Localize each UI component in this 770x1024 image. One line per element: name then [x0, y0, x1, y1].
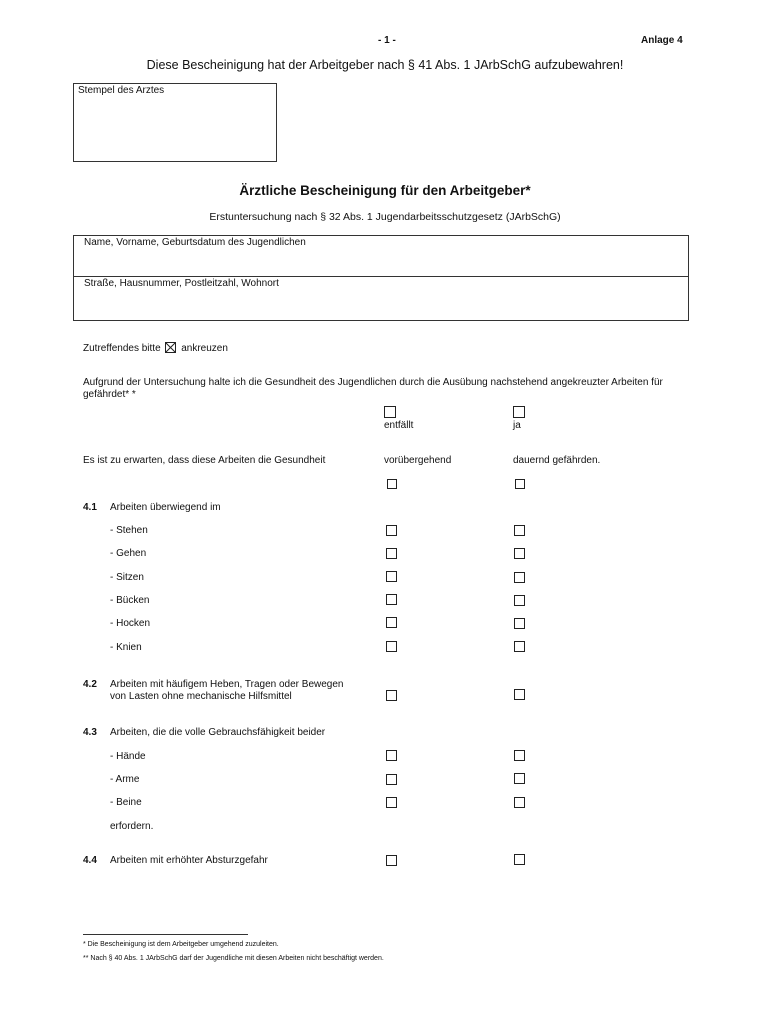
retention-notice: Diese Bescheinigung hat der Arbeitgeber nach § 41 Abs. 1 JArbSchG aufzubewahren!: [146, 58, 624, 72]
address-field-label: Straße, Hausnummer, Postleitzahl, Wohnort: [84, 278, 279, 289]
document-subtitle: Erstuntersuchung nach § 32 Abs. 1 Jugendarbeitsschutzgesetz (JArbSchG): [209, 211, 561, 223]
checkbox-sitzen-permanent[interactable]: [514, 572, 525, 583]
item-beine-label: - Beine: [110, 797, 142, 808]
column-temporary-label: vorübergehend: [384, 455, 452, 466]
checkbox-permanent-general[interactable]: [515, 479, 525, 489]
document-title: Ärztliche Bescheinigung für den Arbeitgeber*: [239, 183, 531, 198]
checkbox-beine-temporary[interactable]: [386, 797, 397, 808]
checkbox-temporary-general[interactable]: [387, 479, 397, 489]
name-field-label: Name, Vorname, Geburtsdatum des Jugendlichen: [84, 237, 306, 248]
doctor-stamp-box[interactable]: [73, 83, 277, 162]
item-arme-label: - Arme: [110, 774, 140, 785]
footnote-divider: [83, 934, 248, 935]
checkbox-ja[interactable]: [513, 406, 525, 418]
option-ja-label: ja: [513, 420, 521, 431]
checkbox-hocken-temporary[interactable]: [386, 617, 397, 628]
item-stehen-label: - Stehen: [110, 525, 148, 536]
assessment-intro-line1: Aufgrund der Untersuchung halte ich die Gesundheit des Jugendlichen durch die Ausübung nachstehend angekreuzter Arbeiten für: [83, 377, 663, 388]
checkbox-lasten-permanent[interactable]: [514, 689, 525, 700]
item-sitzen-label: - Sitzen: [110, 572, 144, 583]
item-hocken-label: - Hocken: [110, 618, 151, 629]
attachment-label: Anlage 4: [641, 35, 683, 46]
column-permanent-label: dauernd gefährden.: [513, 455, 601, 466]
checkbox-sitzen-temporary[interactable]: [386, 571, 397, 582]
doctor-stamp-label: Stempel des Arztes: [78, 85, 165, 96]
checkbox-haende-temporary[interactable]: [386, 750, 397, 761]
footnote-1: * Die Bescheinigung ist dem Arbeitgeber umgehend zuzuleiten.: [83, 941, 279, 948]
checkbox-buecken-permanent[interactable]: [514, 595, 525, 606]
checkbox-haende-permanent[interactable]: [514, 750, 525, 761]
checkbox-absturz-temporary[interactable]: [386, 855, 397, 866]
checkbox-entfaellt[interactable]: [384, 406, 396, 418]
section-4-3-title: Arbeiten, die die volle Gebrauchsfähigkeit beider: [110, 727, 326, 738]
checkbox-buecken-temporary[interactable]: [386, 594, 397, 605]
checkbox-lasten-temporary[interactable]: [386, 690, 397, 701]
section-4-3-number: 4.3: [83, 727, 97, 738]
instruction-before: Zutreffendes bitte: [83, 343, 161, 354]
section-4-2-line1: Arbeiten mit häufigem Heben, Tragen oder Bewegen: [110, 679, 344, 690]
checkbox-stehen-permanent[interactable]: [514, 525, 525, 536]
crossed-checkbox-icon: [165, 342, 176, 353]
section-4-2-line2: von Lasten ohne mechanische Hilfsmittel: [110, 691, 292, 702]
name-field[interactable]: [74, 236, 688, 277]
checkbox-knien-temporary[interactable]: [386, 641, 397, 652]
instruction-after: ankreuzen: [181, 343, 228, 354]
checkbox-gehen-temporary[interactable]: [386, 548, 397, 559]
section-4-1-number: 4.1: [83, 502, 97, 513]
item-haende-label: - Hände: [110, 751, 146, 762]
checkbox-arme-temporary[interactable]: [386, 774, 397, 785]
checkbox-absturz-permanent[interactable]: [514, 854, 525, 865]
item-knien-label: - Knien: [110, 642, 142, 653]
footnote-2: ** Nach § 40 Abs. 1 JArbSchG darf der Jugendliche mit diesen Arbeiten nicht beschäftigt werden.: [83, 955, 384, 962]
item-buecken-label: - Bücken: [110, 595, 150, 606]
personal-info-box: [73, 235, 689, 321]
section-4-1-title: Arbeiten überwiegend im: [110, 502, 221, 513]
expectation-text: Es ist zu erwarten, dass diese Arbeiten die Gesundheit: [83, 455, 326, 466]
option-entfaellt-label: entfällt: [384, 420, 414, 431]
instruction-line: [83, 342, 228, 354]
section-4-2-number: 4.2: [83, 679, 97, 690]
section-4-3-closing: erfordern.: [110, 821, 154, 832]
checkbox-stehen-temporary[interactable]: [386, 525, 397, 536]
checkbox-gehen-permanent[interactable]: [514, 548, 525, 559]
checkbox-arme-permanent[interactable]: [514, 773, 525, 784]
assessment-intro-line2: gefährdet* *: [83, 389, 136, 400]
checkbox-hocken-permanent[interactable]: [514, 618, 525, 629]
page-number: - 1 -: [378, 35, 396, 46]
item-gehen-label: - Gehen: [110, 548, 147, 559]
section-4-4-number: 4.4: [83, 855, 97, 866]
checkbox-knien-permanent[interactable]: [514, 641, 525, 652]
checkbox-beine-permanent[interactable]: [514, 797, 525, 808]
address-field[interactable]: [74, 277, 688, 320]
section-4-4-title: Arbeiten mit erhöhter Absturzgefahr: [110, 855, 268, 866]
assessment-intro: [83, 377, 683, 401]
section-4-2-title: [110, 679, 343, 703]
